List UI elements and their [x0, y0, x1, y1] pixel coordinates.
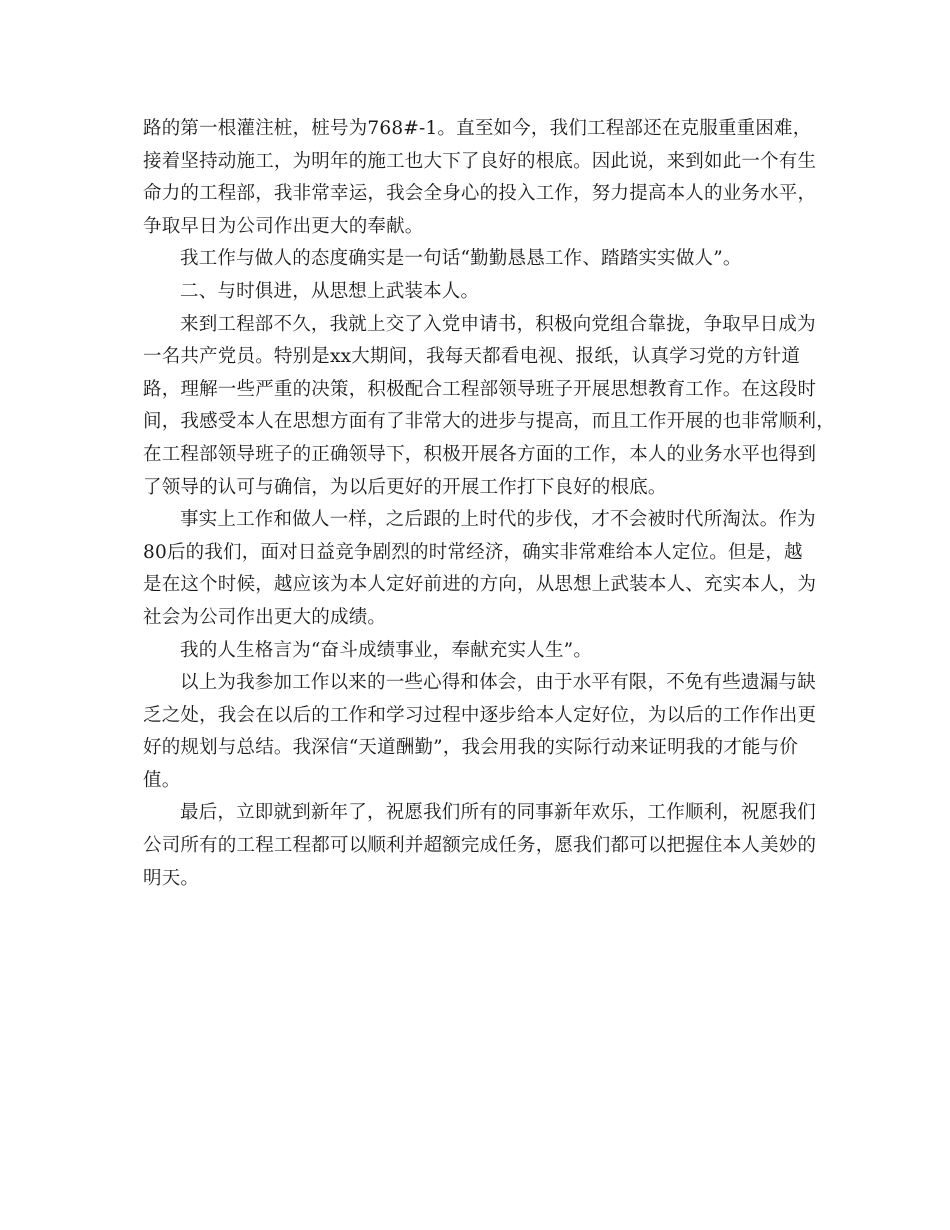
text-line: 了领导的认可与确信，为以后更好的开展工作打下良好的根底。: [143, 476, 667, 498]
text-line: 我工作与做人的态度确实是一句话“勤勤恳恳工作、踏踏实实做人”。: [180, 248, 742, 270]
text-line: 在工程部领导班子的正确领导下，积极开展各方面的工作，本人的业务水平也得到: [143, 443, 817, 465]
text-line: 命力的工程部，我非常幸运，我会全身心的投入工作，努力提高本人的业务水平，: [143, 183, 817, 205]
paragraph-1: [143, 113, 817, 243]
text-line: 争取早日为公司作出更大的奉献。: [143, 215, 424, 237]
text-line: 乏之处，我会在以后的工作和学习过程中逐步给本人定好位，为以后的工作作出更: [143, 704, 817, 726]
text-line: 以上为我参加工作以来的一些心得和体会，由于水平有限，不免有些遗漏与缺: [180, 672, 816, 694]
paragraph-6: [143, 635, 813, 668]
text-line: 接着坚持动施工，为明年的施工也大下了良好的根底。因此说，来到如此一个有生: [143, 150, 817, 172]
paragraph-8: [143, 797, 817, 895]
section-heading: [143, 276, 813, 309]
document-body: [143, 113, 835, 895]
text-line: 社会为公司作出更大的成绩。: [143, 606, 387, 628]
text-line: 二、与时俱进，从思想上武装本人。: [180, 280, 480, 302]
paragraph-4: [143, 309, 835, 505]
paragraph-5: [143, 504, 817, 634]
text-line: 好的规划与总结。我深信“天道酬勤”，我会用我的实际行动来证明我的才能与价: [143, 737, 799, 759]
text-line: 路的第一根灌注桩，桩号为768#-1。直至如今，我们工程部还在克服重重困难，: [143, 118, 812, 139]
text-line: 最后，立即就到新年了，祝愿我们所有的同事新年欢乐，工作顺利，祝愿我们: [180, 802, 816, 824]
text-line: 一名共产党员。特别是xx大期间，我每天都看电视、报纸，认真学习党的方针道: [143, 346, 801, 368]
text-line: 间，我感受本人在思想方面有了非常大的进步与提高，而且工作开展的也非常顺利，: [143, 411, 835, 433]
text-line: 事实上工作和做人一样，之后跟的上时代的步伐，才不会被时代所淘汰。作为: [180, 509, 816, 531]
text-line: 来到工程部不久，我就上交了入党申请书，积极向党组合靠拢，争取早日成为: [180, 313, 816, 335]
text-line: 80后的我们，面对日益竞争剧烈的时常经济，确实非常难给本人定位。但是，越: [143, 541, 803, 563]
text-line: 明天。: [143, 867, 200, 889]
text-line: 我的人生格言为“奋斗成绩事业，奉献充实人生”。: [180, 639, 593, 661]
paragraph-2: [143, 243, 813, 276]
text-line: 是在这个时候，越应该为本人定好前进的方向，从思想上武装本人、充实本人，为: [143, 574, 817, 596]
paragraph-7: [143, 667, 817, 797]
text-line: 值。: [143, 769, 181, 791]
text-line: 公司所有的工程工程都可以顺利并超额完成任务，愿我们都可以把握住本人美妙的: [143, 835, 817, 857]
text-line: 路，理解一些严重的决策，积极配合工程部领导班子开展思想教育工作。在这段时: [143, 378, 817, 400]
